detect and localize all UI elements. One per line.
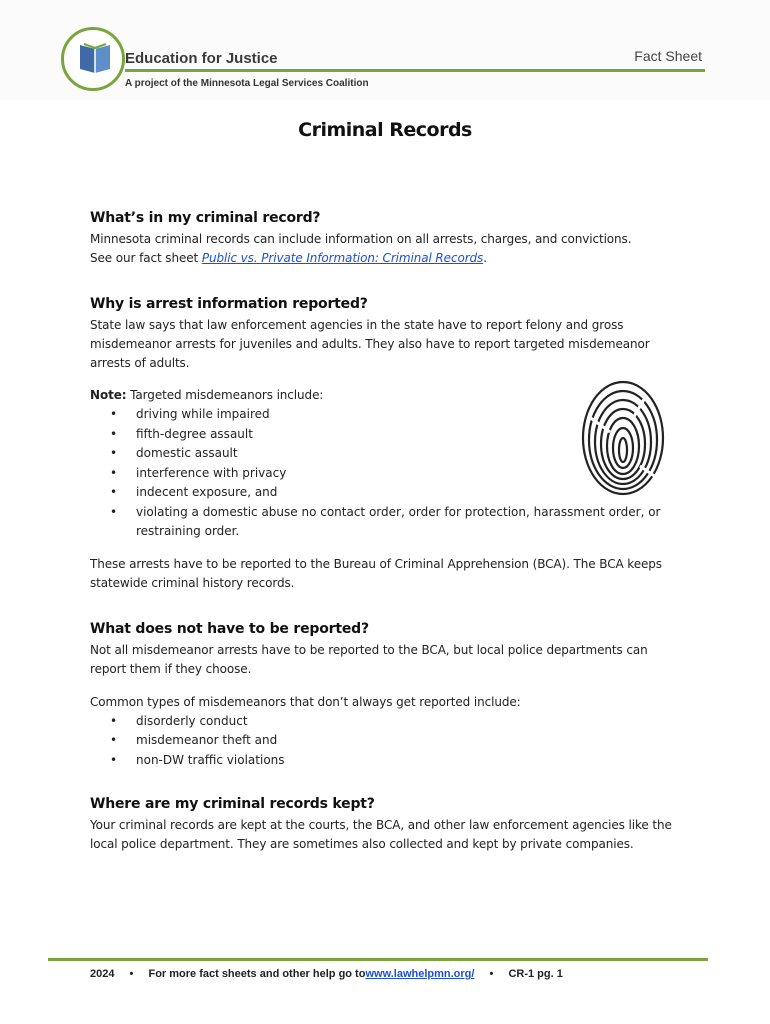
header-divider — [125, 69, 705, 72]
footer-divider — [48, 958, 708, 961]
paragraph: Minnesota criminal records can include information on all arrests, charges, and convictions. — [90, 232, 632, 246]
section-not-reported — [90, 621, 680, 771]
list-item: • non-DW traffic violations — [110, 751, 680, 771]
targeted-misdemeanors-list — [90, 405, 680, 542]
org-name: Education for Justice — [125, 50, 278, 67]
page-number: CR-1 pg. 1 — [508, 968, 563, 980]
list-item: • domestic assault — [110, 444, 680, 464]
page-footer — [90, 968, 690, 980]
lawhelpmn-link[interactable]: www.lawhelpmn.org/ — [365, 968, 475, 980]
note — [90, 386, 680, 405]
section-where-records-kept — [90, 796, 680, 854]
list-item: • interference with privacy — [110, 464, 680, 484]
paragraph: Not all misdemeanor arrests have to be reported to the BCA, but local police departments can report them if they choose. — [90, 642, 648, 676]
section-heading: Why is arrest information reported? — [90, 296, 368, 312]
section-criminal-record-contents — [90, 210, 680, 268]
fact-sheet-label: Fact Sheet — [634, 48, 702, 64]
footer-year: 2024 — [90, 968, 115, 980]
paragraph — [90, 249, 680, 268]
note-text: Targeted misdemeanors include: — [126, 388, 324, 402]
list-item: • fifth-degree assault — [110, 425, 680, 445]
page-header — [0, 0, 770, 100]
document-title: Criminal Records — [298, 119, 472, 141]
paragraph: State law says that law enforcement agencies in the state have to report felony and gross misdemeanor arrests for juveniles and adults. They also have to report targeted misdemeanor arrests of adults. — [90, 318, 650, 370]
paragraph: Common types of misdemeanors that don’t always get reported include: — [90, 694, 521, 709]
open-book-icon — [76, 43, 114, 75]
paragraph: Your criminal records are kept at the courts, the BCA, and other law enforcement agencies like the local police department. They are sometimes also collected and kept by private companies. — [90, 818, 672, 851]
footer-separator: • — [489, 968, 494, 980]
paragraph: These arrests have to be reported to the Bureau of Criminal Apprehension (BCA). The BCA keeps statewide criminal history records. — [90, 556, 662, 590]
text: See our fact sheet — [90, 251, 202, 265]
list-item: • driving while impaired — [110, 405, 680, 425]
footer-separator: • — [129, 968, 134, 980]
unreported-misdemeanors-list — [90, 712, 680, 771]
tagline: A project of the Minnesota Legal Services Coalition — [125, 78, 369, 89]
section-heading: What does not have to be reported? — [90, 620, 369, 637]
list-item: • disorderly conduct — [110, 712, 680, 732]
text: . — [483, 251, 487, 265]
main-content — [90, 210, 680, 854]
list-item: • indecent exposure, and — [110, 483, 680, 503]
footer-text: For more fact sheets and other help go to — [148, 968, 366, 980]
list-item: • violating a domestic abuse no contact order, order for protection, harassment order, or restraining order. — [110, 503, 680, 542]
section-heading: What’s in my criminal record? — [90, 210, 321, 226]
note-label: Note: — [90, 388, 127, 402]
list-item: • misdemeanor theft and — [110, 731, 680, 751]
public-vs-private-link[interactable]: Public vs. Private Information: Criminal Records — [201, 251, 484, 265]
section-heading: Where are my criminal records kept? — [90, 796, 375, 812]
section-why-arrests-reported — [90, 296, 680, 593]
